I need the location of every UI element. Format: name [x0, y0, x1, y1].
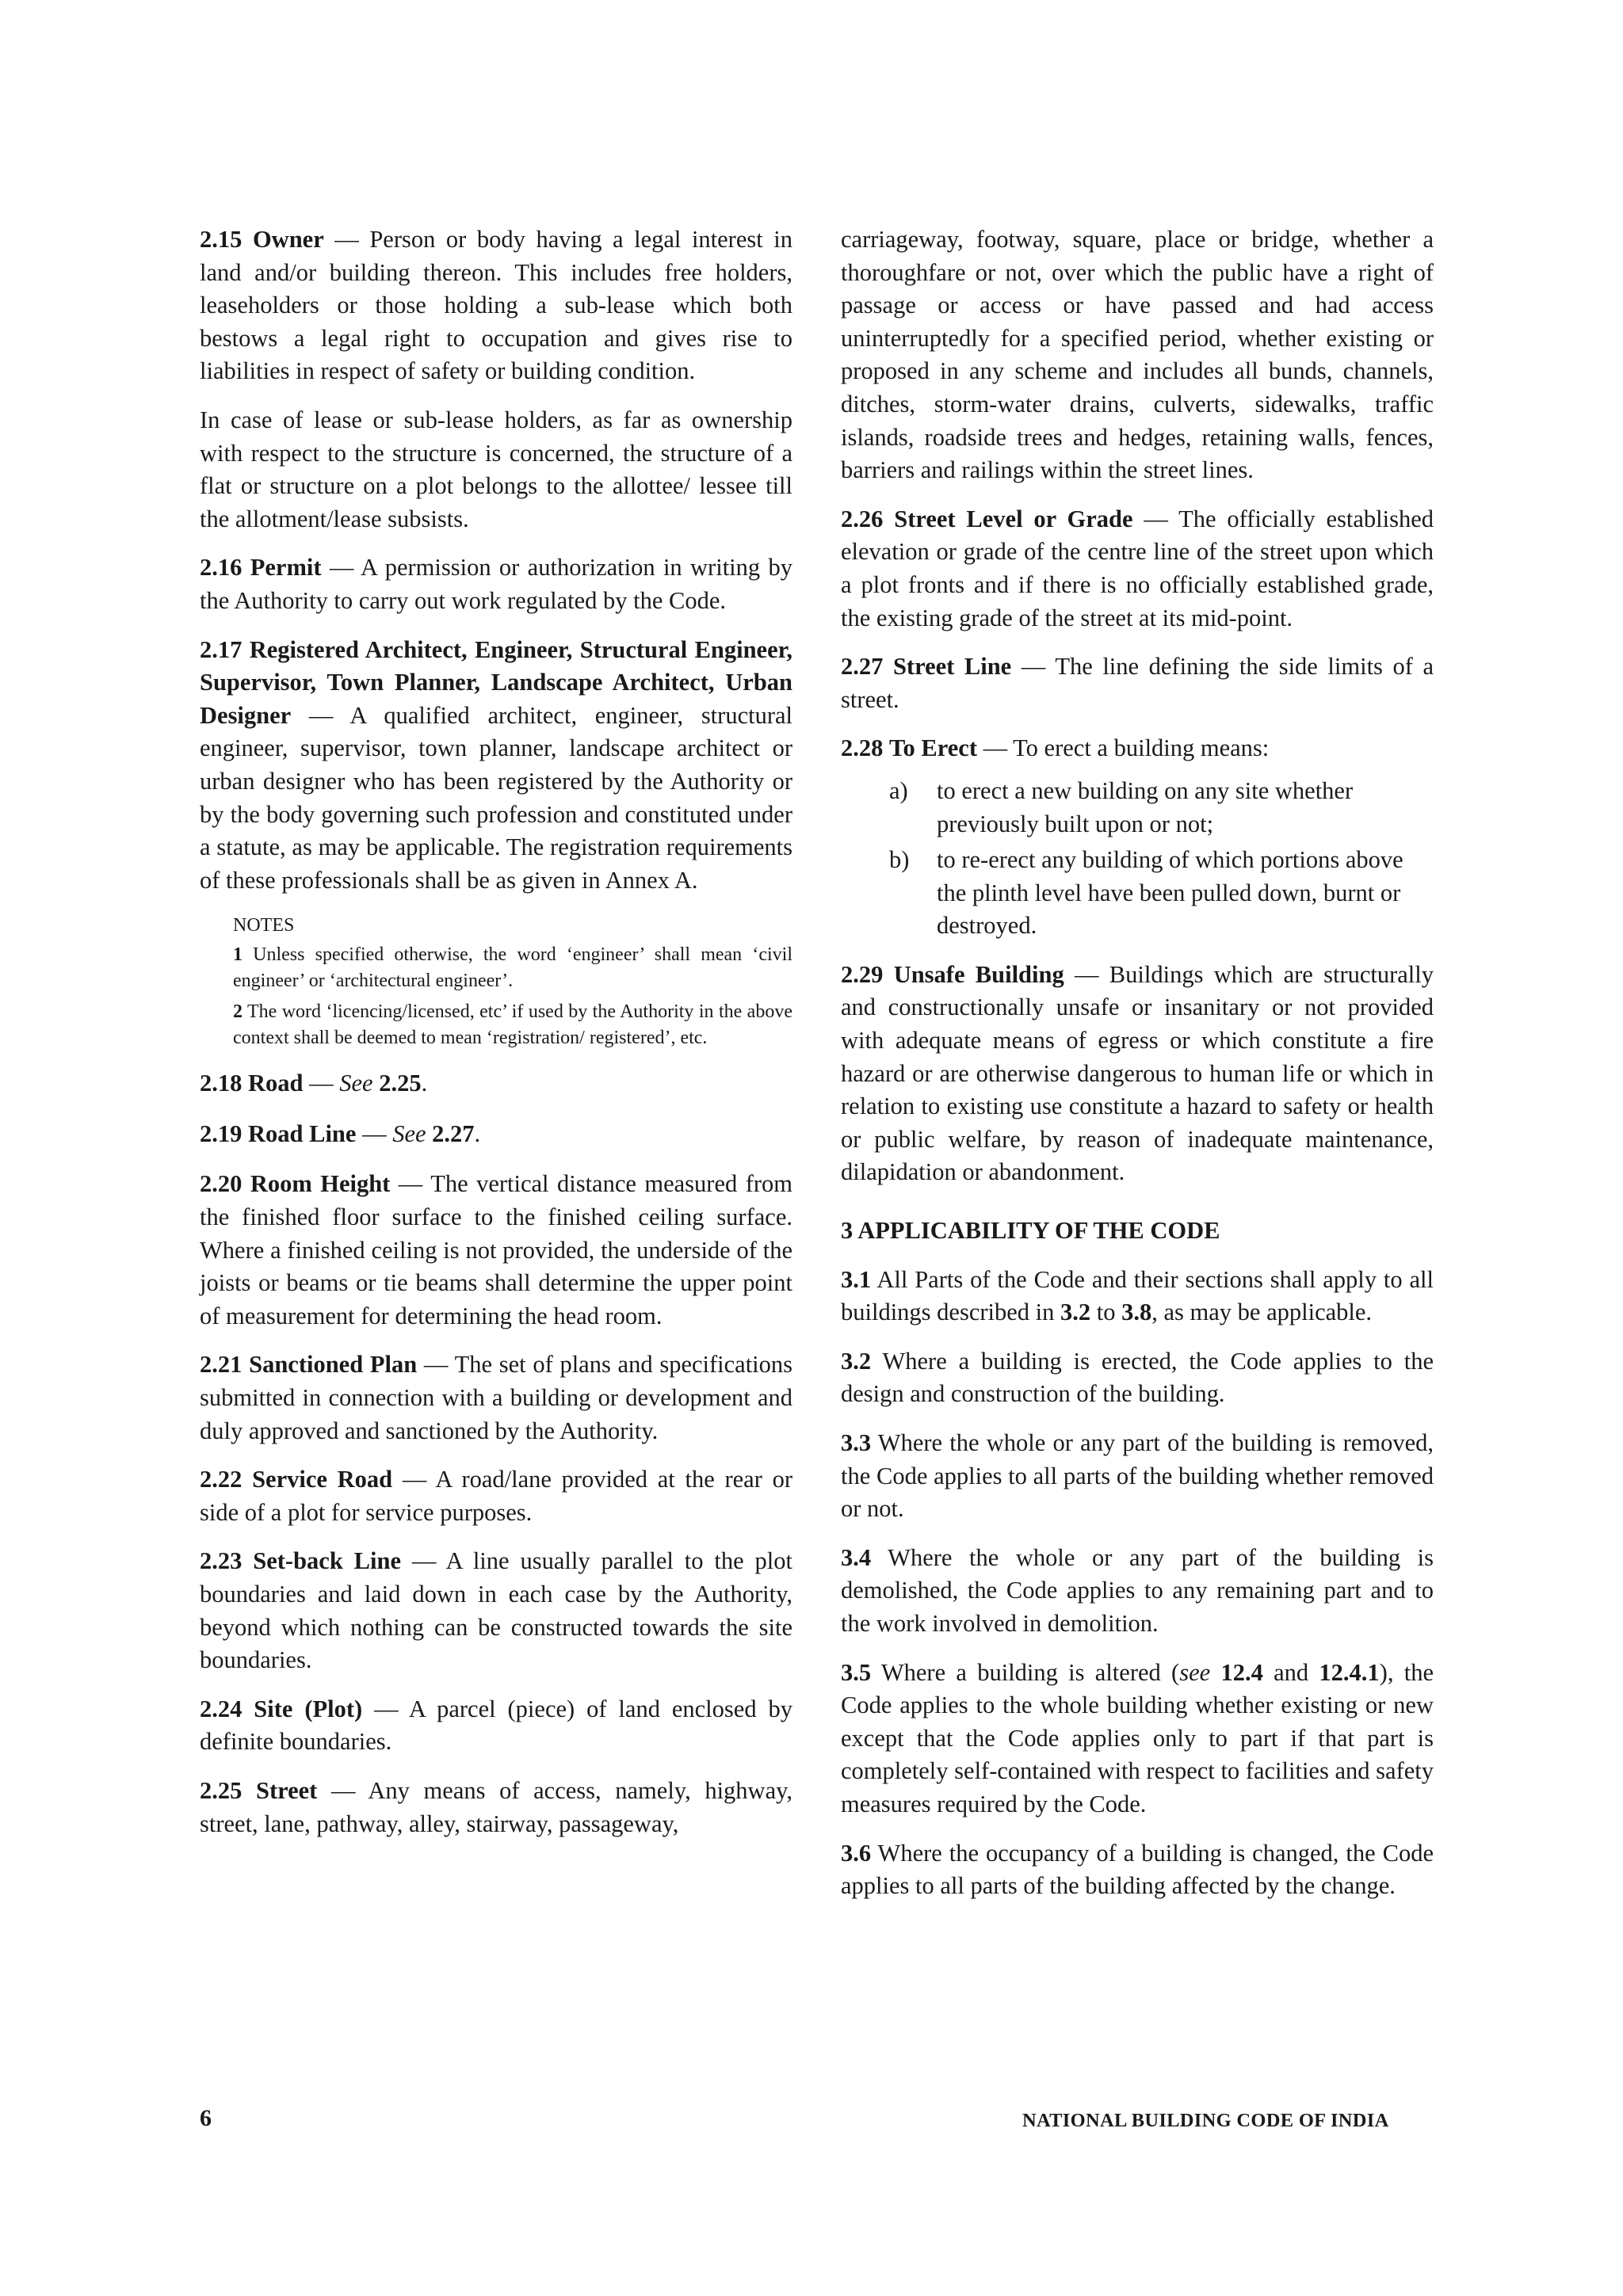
clause-text: — Any means of access, namely, highway, street, lane, pathway, alley, stairway, passageway,: [200, 1776, 792, 1837]
clause-text: — A qualified architect, engineer, structural engineer, supervisor, town planner, landscape architect or urban designer who has been registered by the Authority or by the body governing such profession and constituted under a statute, as may be applicable. The registration requirements of these professionals shall be as given in Annex A.: [200, 701, 792, 894]
clause-number: 2.26: [841, 505, 884, 532]
clause-text: ), the Code applies to the whole building whether existing or new except that the Code applies only to part if that part is completely self-contained with respect to facilities and safety measures required by the Code.: [841, 1658, 1434, 1817]
clause-term: Room Height: [250, 1170, 391, 1198]
clause-3-5: [841, 1657, 1434, 1821]
clause-term: Street Level or Grade: [894, 505, 1133, 532]
clause-2-23: [200, 1545, 792, 1676]
clause-number: 2.24: [200, 1695, 242, 1722]
clause-text: carriageway, footway, square, place or bridge, whether a thoroughfare or not, over which the public have a right of passage or access or have passed and had access uninterruptedly for a specified period, whether existing or proposed in any scheme and includes all bunds, channels, ditches, storm-water drains, culverts, sidewalks, traffic islands, roadside trees and hedges, retaining walls, fences, barriers and railings within the street lines.: [841, 226, 1434, 484]
clause-term: Street: [256, 1776, 318, 1804]
clause-term: Service Road: [252, 1466, 393, 1493]
clause-2-19: [200, 1118, 792, 1151]
clause-2-25: [200, 1775, 792, 1840]
clause-number: 3.1: [841, 1265, 872, 1293]
clause-number: 2.25: [200, 1776, 242, 1804]
clause-3-2: [841, 1345, 1434, 1411]
list-item-text: to re-erect any building of which portions above the plinth level have been pulled down, burnt or destroyed.: [937, 846, 1403, 940]
clause-number: 2.23: [200, 1547, 242, 1575]
clause-term: Owner: [252, 226, 324, 253]
clause-text: and: [1262, 1658, 1319, 1686]
clause-text: — The vertical distance measured from the finished floor surface to the finished ceiling surface. Where a finished ceiling is not provided, the underside of the joists or beams or tie beams shall determine the upper point of measurement for determining the head room.: [200, 1170, 792, 1329]
clause-term: Street Line: [892, 653, 1012, 681]
clause-text: — A permission or authorization in writing by the Authority to carry out work regulated by the Code.: [200, 554, 792, 614]
see-reference: see: [1179, 1658, 1211, 1686]
cross-reference: 12.4: [1220, 1658, 1263, 1686]
clause-number: 2.20: [200, 1170, 242, 1198]
clause-term: Unsafe Building: [893, 960, 1064, 988]
clause-term: Sanctioned Plan: [249, 1351, 418, 1379]
list-item: [841, 775, 1434, 841]
clause-text: — Person or body having a legal interest in land and/or building thereon. This includes free holders, leaseholders or those holding a sub-lease which both bestows a legal right to occupation and gives rise to liabilities in respect of safety or building condition.: [200, 226, 792, 385]
see-reference: See: [339, 1070, 373, 1097]
page-number: 6: [200, 2105, 212, 2131]
clause-dash: —: [303, 1070, 340, 1097]
clause-text: to: [1090, 1299, 1122, 1326]
clause-text: Where the occupancy of a building is changed, the Code applies to all parts of the building affected by the change.: [841, 1839, 1434, 1900]
clause-2-25-continued: [841, 223, 1434, 487]
cross-reference: 2.27: [432, 1119, 475, 1147]
clause-2-26: [841, 503, 1434, 635]
clause-text: Where a building is erected, the Code applies to the design and construction of the building.: [841, 1347, 1434, 1408]
clause-text: All Parts of the Code and their sections shall apply to all buildings described in: [841, 1265, 1434, 1326]
erect-definition-list: [841, 775, 1434, 943]
clause-term: Registered Architect, Engineer, Structural Engineer, Supervisor, Town Planner, Landscape Architect, Urban Designer: [200, 635, 792, 729]
note-1: [233, 942, 792, 994]
running-footer-title: NATIONAL BUILDING CODE OF INDIA: [1022, 2110, 1389, 2131]
clause-term: Site (Plot): [254, 1695, 363, 1722]
cross-reference: 3.8: [1121, 1299, 1152, 1326]
clause-text: , as may be applicable.: [1151, 1299, 1373, 1326]
clause-number: 2.15: [200, 226, 242, 253]
list-marker: b): [889, 846, 910, 874]
clause-text: — Buildings which are structurally and constructionally unsafe or insanitary or not provided with adequate means of egress or which constitute a fire hazard or are otherwise dangerous to human life or which in relation to existing use constitute a hazard to safety or health or public welfare, by reason of inadequate maintenance, dilapidation or abandonment.: [841, 960, 1434, 1186]
list-item: [841, 844, 1434, 943]
clause-text: — A road/lane provided at the rear or side of a plot for service purposes.: [200, 1466, 792, 1526]
clause-number: 2.22: [200, 1466, 242, 1493]
clause-2-28: [841, 732, 1434, 765]
clause-text: In case of lease or sub-lease holders, as far as ownership with respect to the structure is concerned, the structure of a flat or structure on a plot belongs to the allottee/ lessee till the allotment/lease subsists.: [200, 406, 792, 532]
clause-text: Where the whole or any part of the building is demolished, the Code applies to any remaining part and to the work involved in demolition.: [841, 1543, 1434, 1637]
clause-term: Road: [248, 1070, 304, 1097]
clause-text: [1210, 1659, 1220, 1686]
cross-reference: 2.25: [379, 1070, 422, 1097]
note-number: 1: [233, 944, 242, 966]
clause-number: 2.29: [841, 960, 884, 988]
clause-number: 2.18: [200, 1070, 242, 1097]
clause-number: 3.6: [841, 1839, 872, 1867]
clause-text: — The line defining the side limits of a street.: [841, 653, 1434, 713]
clause-2-29: [841, 959, 1434, 1189]
clause-2-24: [200, 1693, 792, 1759]
clause-end: .: [474, 1119, 481, 1147]
clause-number: 2.17: [200, 635, 242, 663]
section-heading: 3 APPLICABILITY OF THE CODE: [841, 1217, 1220, 1245]
clause-dash: —: [356, 1119, 393, 1147]
list-item-text: to erect a new building on any site whether previously built upon or not;: [937, 776, 1354, 837]
clause-number: 2.27: [841, 653, 884, 681]
clause-term: Set-back Line: [253, 1547, 401, 1575]
clause-term: To Erect: [889, 734, 977, 762]
cross-reference: 3.2: [1060, 1299, 1091, 1326]
clause-text: — To erect a building means:: [976, 734, 1270, 762]
clause-number: 2.16: [200, 554, 242, 582]
clause-3-3: [841, 1427, 1434, 1526]
clause-text: Where the whole or any part of the building is removed, the Code applies to all parts of the building whether removed or not.: [841, 1429, 1434, 1523]
clause-number: 3.2: [841, 1347, 872, 1375]
clause-text: — The officially established elevation or grade of the centre line of the street upon which a plot fronts and if there is no officially established grade, the existing grade of the street at its mid-point.: [841, 505, 1434, 631]
note-2: [233, 999, 792, 1051]
notes-heading: NOTES: [233, 915, 295, 936]
list-marker: a): [889, 776, 908, 804]
clause-number: 2.28: [841, 734, 884, 762]
clause-term: Permit: [250, 554, 322, 582]
cross-reference: 12.4.1: [1319, 1658, 1380, 1686]
clause-text: — A parcel (piece) of land enclosed by definite boundaries.: [200, 1695, 792, 1756]
clause-2-18: [200, 1067, 792, 1100]
clause-end: .: [421, 1070, 428, 1097]
clause-2-21: [200, 1348, 792, 1447]
clause-2-20: [200, 1168, 792, 1333]
clause-text: — A line usually parallel to the plot boundaries and laid down in each case by the Authority, beyond which nothing can be constructed towards the site boundaries.: [200, 1547, 792, 1674]
clause-term: Road Line: [248, 1119, 357, 1147]
clause-text: — The set of plans and specifications submitted in connection with a building or development and duly approved and sanctioned by the Authority.: [200, 1351, 793, 1444]
clause-text: Where a building is altered (: [871, 1658, 1180, 1686]
clause-2-22: [200, 1463, 792, 1529]
note-text: The word ‘licencing/licensed, etc’ if used by the Authority in the above context shall be deemed to mean ‘registration/ registered’, etc.: [233, 1001, 792, 1049]
clause-number: 3.5: [841, 1658, 872, 1686]
clause-number: 3.4: [841, 1543, 872, 1571]
clause-3-4: [841, 1542, 1434, 1641]
note-number: 2: [233, 1001, 242, 1023]
left-column: [200, 223, 792, 1856]
right-column: [841, 223, 1434, 1919]
notes-block: [233, 913, 792, 1051]
clause-number: 3.3: [841, 1429, 872, 1456]
see-reference: See: [392, 1119, 426, 1147]
note-text: Unless specified otherwise, the word ‘engineer’ shall mean ‘civil engineer’ or ‘architectural engineer’.: [233, 944, 792, 992]
clause-2-17: [200, 634, 792, 898]
clause-2-27: [841, 650, 1434, 716]
clause-2-15-paragraph-2: [200, 404, 792, 536]
clause-3-6: [841, 1837, 1434, 1903]
clause-number: 2.21: [200, 1351, 242, 1379]
clause-2-15: [200, 223, 792, 388]
clause-number: 2.19: [200, 1119, 242, 1147]
clause-3-1: [841, 1264, 1434, 1329]
clause-2-16: [200, 551, 792, 617]
